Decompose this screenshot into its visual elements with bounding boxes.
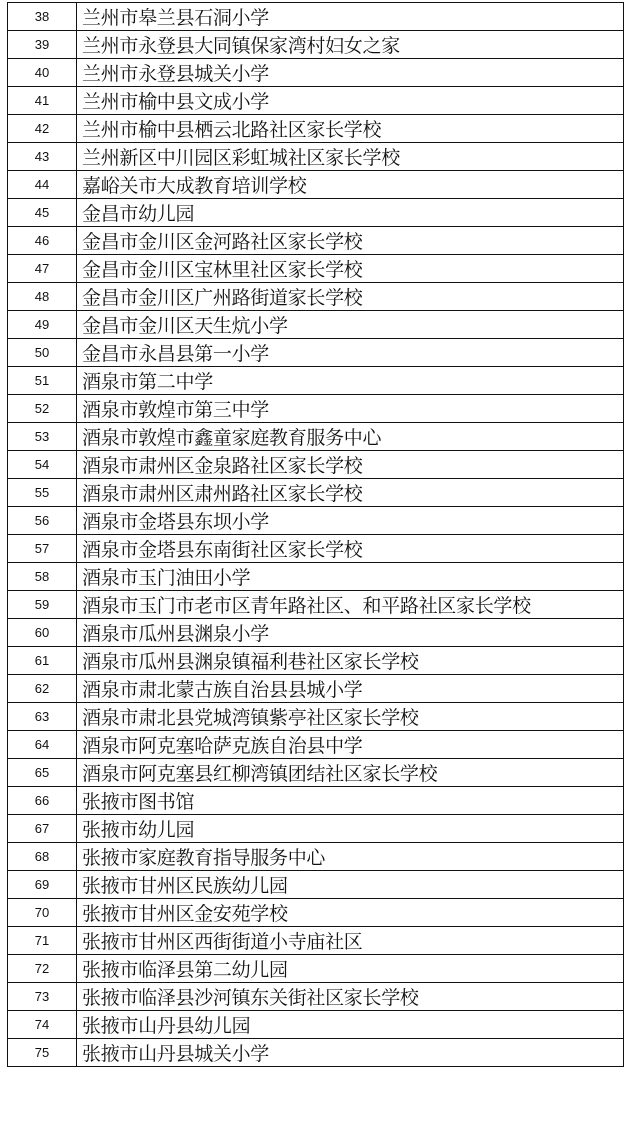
institution-name: 张掖市甘州区民族幼儿园 — [77, 871, 624, 899]
institution-name: 金昌市金川区天生炕小学 — [77, 311, 624, 339]
institution-name: 酒泉市金塔县东南街社区家长学校 — [77, 535, 624, 563]
row-number: 65 — [8, 759, 77, 787]
row-number: 56 — [8, 507, 77, 535]
table-row — [8, 143, 624, 171]
row-number: 68 — [8, 843, 77, 871]
row-number: 42 — [8, 115, 77, 143]
row-number: 59 — [8, 591, 77, 619]
row-number: 43 — [8, 143, 77, 171]
row-number: 40 — [8, 59, 77, 87]
row-number: 58 — [8, 563, 77, 591]
row-number: 54 — [8, 451, 77, 479]
institution-name: 酒泉市金塔县东坝小学 — [77, 507, 624, 535]
row-number: 55 — [8, 479, 77, 507]
row-number: 73 — [8, 983, 77, 1011]
institution-name: 酒泉市敦煌市第三中学 — [77, 395, 624, 423]
table-row — [8, 591, 624, 619]
institution-name: 兰州市永登县城关小学 — [77, 59, 624, 87]
table-row — [8, 339, 624, 367]
table-row — [8, 955, 624, 983]
row-number: 50 — [8, 339, 77, 367]
row-number: 72 — [8, 955, 77, 983]
row-number: 51 — [8, 367, 77, 395]
institution-name: 酒泉市第二中学 — [77, 367, 624, 395]
row-number: 69 — [8, 871, 77, 899]
table-row — [8, 507, 624, 535]
table-row — [8, 31, 624, 59]
row-number: 44 — [8, 171, 77, 199]
table-row — [8, 451, 624, 479]
row-number: 66 — [8, 787, 77, 815]
row-number: 48 — [8, 283, 77, 311]
table-row — [8, 3, 624, 31]
table-row — [8, 787, 624, 815]
table-row — [8, 87, 624, 115]
table-row — [8, 367, 624, 395]
institution-name: 张掖市甘州区西街街道小寺庙社区 — [77, 927, 624, 955]
table-row — [8, 1039, 624, 1067]
row-number: 62 — [8, 675, 77, 703]
institution-name: 酒泉市阿克塞哈萨克族自治县中学 — [77, 731, 624, 759]
table-row — [8, 227, 624, 255]
table-row — [8, 871, 624, 899]
row-number: 60 — [8, 619, 77, 647]
table-row — [8, 731, 624, 759]
institution-name: 酒泉市敦煌市鑫童家庭教育服务中心 — [77, 423, 624, 451]
row-number: 46 — [8, 227, 77, 255]
table-row — [8, 311, 624, 339]
table-row — [8, 59, 624, 87]
table-body — [8, 3, 624, 1067]
row-number: 61 — [8, 647, 77, 675]
row-number: 67 — [8, 815, 77, 843]
table-row — [8, 1011, 624, 1039]
institution-name: 兰州市榆中县文成小学 — [77, 87, 624, 115]
row-number: 39 — [8, 31, 77, 59]
institution-name: 兰州新区中川园区彩虹城社区家长学校 — [77, 143, 624, 171]
table-row — [8, 619, 624, 647]
table-row — [8, 815, 624, 843]
row-number: 47 — [8, 255, 77, 283]
row-number: 41 — [8, 87, 77, 115]
institution-name: 张掖市甘州区金安苑学校 — [77, 899, 624, 927]
institution-name: 兰州市皋兰县石洞小学 — [77, 3, 624, 31]
table-row — [8, 479, 624, 507]
school-list-table — [7, 2, 624, 1067]
table-row — [8, 423, 624, 451]
institution-name: 兰州市榆中县栖云北路社区家长学校 — [77, 115, 624, 143]
institution-name: 酒泉市肃州区金泉路社区家长学校 — [77, 451, 624, 479]
institution-name: 张掖市临泽县第二幼儿园 — [77, 955, 624, 983]
row-number: 53 — [8, 423, 77, 451]
row-number: 49 — [8, 311, 77, 339]
row-number: 57 — [8, 535, 77, 563]
institution-name: 酒泉市肃北蒙古族自治县县城小学 — [77, 675, 624, 703]
table-row — [8, 255, 624, 283]
institution-name: 金昌市幼儿园 — [77, 199, 624, 227]
row-number: 70 — [8, 899, 77, 927]
row-number: 45 — [8, 199, 77, 227]
institution-name: 酒泉市瓜州县渊泉镇福利巷社区家长学校 — [77, 647, 624, 675]
table-row — [8, 115, 624, 143]
row-number: 71 — [8, 927, 77, 955]
institution-name: 张掖市家庭教育指导服务中心 — [77, 843, 624, 871]
row-number: 75 — [8, 1039, 77, 1067]
institution-name: 金昌市金川区宝林里社区家长学校 — [77, 255, 624, 283]
institution-name: 张掖市山丹县幼儿园 — [77, 1011, 624, 1039]
institution-name: 酒泉市玉门油田小学 — [77, 563, 624, 591]
table-row — [8, 563, 624, 591]
table-row — [8, 899, 624, 927]
row-number: 64 — [8, 731, 77, 759]
institution-name: 张掖市幼儿园 — [77, 815, 624, 843]
table-row — [8, 703, 624, 731]
institution-name: 酒泉市肃北县党城湾镇紫亭社区家长学校 — [77, 703, 624, 731]
table-row — [8, 843, 624, 871]
institution-name: 张掖市图书馆 — [77, 787, 624, 815]
institution-name: 酒泉市阿克塞县红柳湾镇团结社区家长学校 — [77, 759, 624, 787]
row-number: 52 — [8, 395, 77, 423]
table-row — [8, 199, 624, 227]
table-row — [8, 983, 624, 1011]
document-sheet — [7, 2, 623, 1067]
table-row — [8, 535, 624, 563]
institution-name: 金昌市金川区金河路社区家长学校 — [77, 227, 624, 255]
institution-name: 酒泉市玉门市老市区青年路社区、和平路社区家长学校 — [77, 591, 624, 619]
institution-name: 金昌市金川区广州路街道家长学校 — [77, 283, 624, 311]
table-row — [8, 927, 624, 955]
institution-name: 兰州市永登县大同镇保家湾村妇女之家 — [77, 31, 624, 59]
table-row — [8, 171, 624, 199]
table-row — [8, 675, 624, 703]
institution-name: 张掖市山丹县城关小学 — [77, 1039, 624, 1067]
row-number: 63 — [8, 703, 77, 731]
table-row — [8, 759, 624, 787]
institution-name: 嘉峪关市大成教育培训学校 — [77, 171, 624, 199]
table-row — [8, 395, 624, 423]
institution-name: 酒泉市瓜州县渊泉小学 — [77, 619, 624, 647]
row-number: 74 — [8, 1011, 77, 1039]
table-row — [8, 283, 624, 311]
table-row — [8, 647, 624, 675]
institution-name: 金昌市永昌县第一小学 — [77, 339, 624, 367]
institution-name: 酒泉市肃州区肃州路社区家长学校 — [77, 479, 624, 507]
row-number: 38 — [8, 3, 77, 31]
institution-name: 张掖市临泽县沙河镇东关街社区家长学校 — [77, 983, 624, 1011]
